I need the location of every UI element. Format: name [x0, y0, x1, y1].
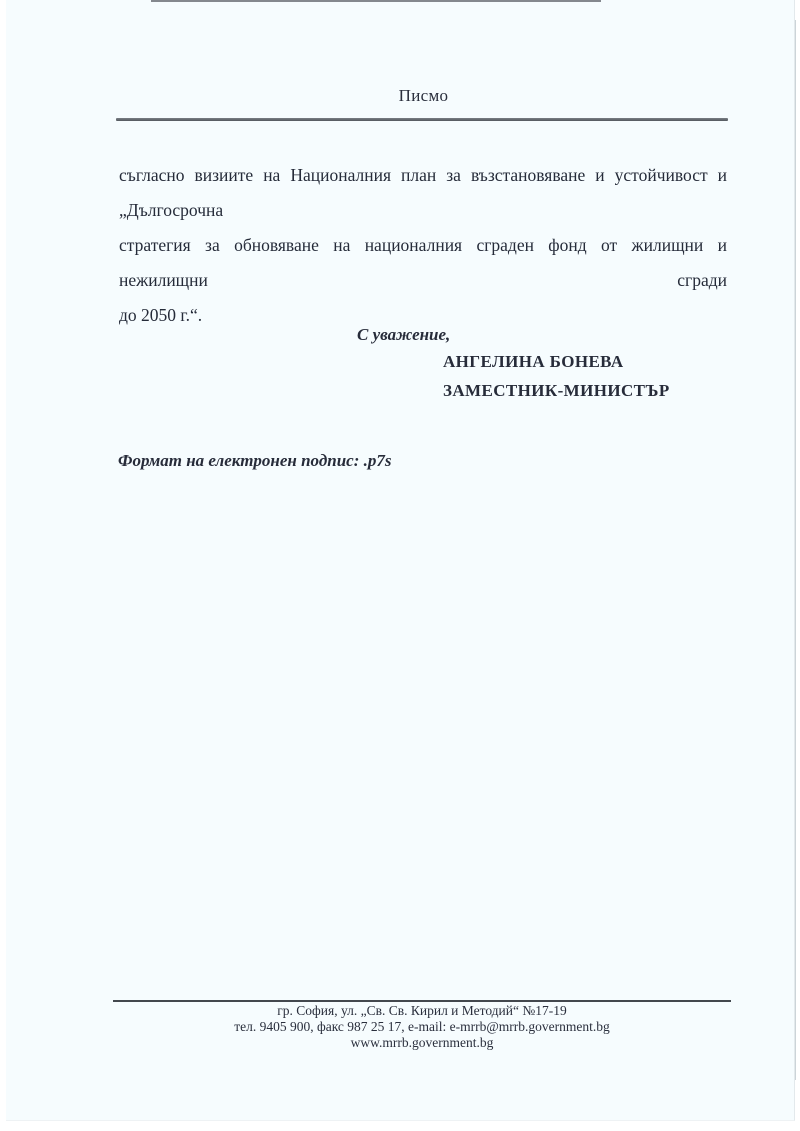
footer-address: гр. София, ул. „Св. Св. Кирил и Методий“ №17-19	[277, 1003, 567, 1018]
body-line-3: до 2050 г.“.	[119, 305, 203, 325]
footer-contacts: тел. 9405 900, факс 987 25 17, e-mail: e-mrrb@mrrb.government.bg	[234, 1019, 610, 1034]
footer-website: www.mrrb.government.bg	[350, 1035, 494, 1050]
document-title: Писмо	[398, 86, 449, 105]
body-paragraph	[119, 158, 727, 333]
footer-divider	[113, 1000, 731, 1002]
signature-salutation: С уважение,	[357, 325, 451, 344]
scan-artifact-top-edge	[151, 0, 601, 2]
header-divider	[116, 118, 728, 121]
electronic-signature-format-note: Формат на електронен подпис: .p7s	[118, 451, 392, 470]
signature-position: ЗАМЕСТНИК-МИНИСТЪР	[443, 381, 670, 400]
letter-page	[6, 0, 795, 1121]
body-line-2: стратегия за обновяване на националния сграден фонд от жилищни и нежилищни сгради	[119, 235, 727, 290]
body-line-1: съгласно визиите на Националния план за възстановяване и устойчивост и „Дългосрочна	[119, 165, 727, 220]
letter-footer	[113, 1003, 731, 1051]
signature-name: АНГЕЛИНА БОНЕВА	[443, 352, 624, 371]
scan-artifact-right-edge	[795, 20, 796, 1080]
